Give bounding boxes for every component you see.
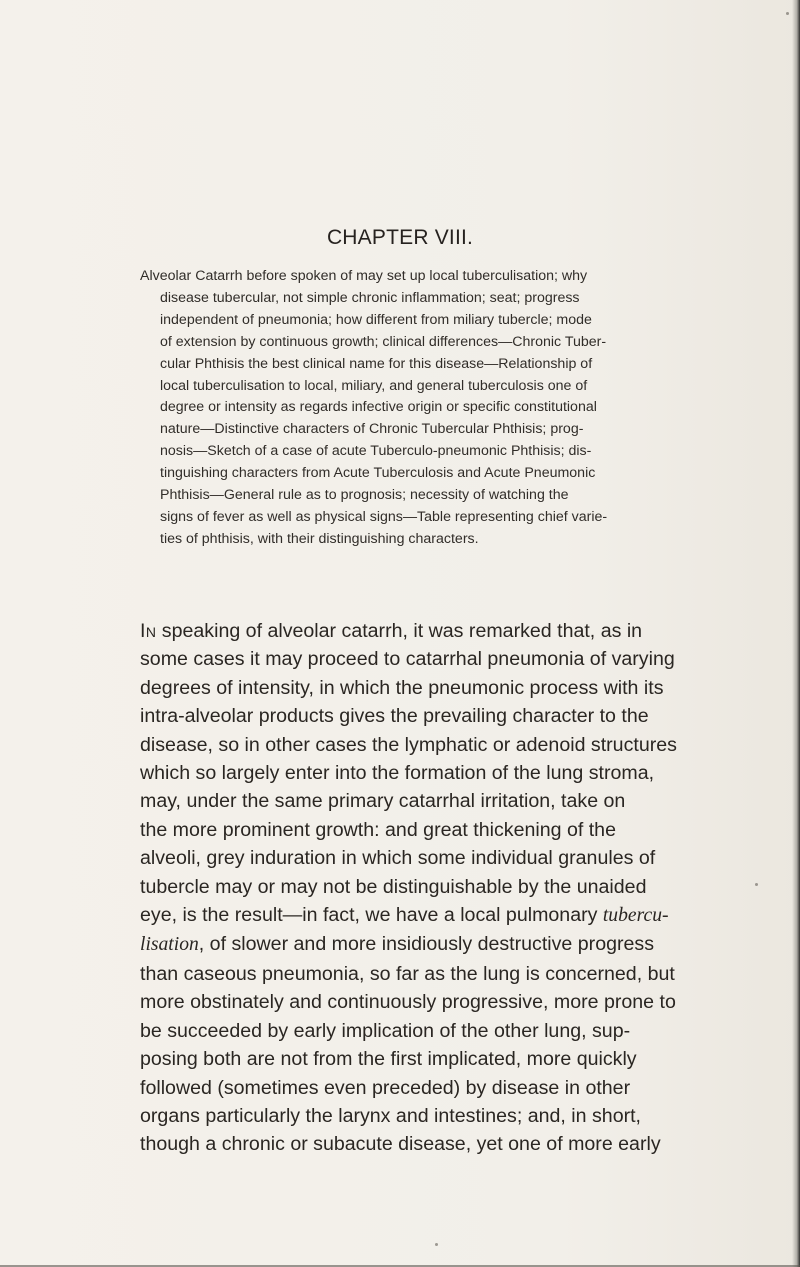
- body-line: be succeeded by early implication of the other lung, sup-: [140, 1019, 631, 1042]
- italic-term: tubercu-: [602, 905, 669, 927]
- opening-word: In: [140, 620, 157, 642]
- italic-term: lisation: [140, 934, 199, 956]
- print-speck: [786, 12, 789, 15]
- summary-line: disease tubercular, not simple chronic inflammation; seat; progress: [160, 289, 580, 306]
- body-line: alveoli, grey induration in which some individual granules of: [140, 847, 656, 870]
- print-speck: [755, 883, 758, 886]
- body-line: organs particularly the larynx and intestines; and, in short,: [140, 1104, 641, 1127]
- summary-line: tinguishing characters from Acute Tuberculosis and Acute Pneumonic: [160, 465, 596, 482]
- summary-line: Phthisis—General rule as to prognosis; necessity of watching the: [160, 487, 569, 504]
- body-line: though a chronic or subacute disease, yet one of more early: [140, 1133, 661, 1156]
- chapter-summary: [140, 266, 710, 551]
- body-line: may, under the same primary catarrhal irritation, take on: [140, 790, 626, 813]
- chapter-heading: CHAPTER VIII.: [326, 226, 474, 249]
- body-line-text: speaking of alveolar catarrh, it was remarked that, as in: [156, 620, 643, 642]
- summary-line: signs of fever as well as physical signs—Table representing chief varie-: [160, 508, 608, 525]
- summary-line: ties of phthisis, with their distinguishing characters.: [160, 530, 479, 547]
- summary-line: cular Phthisis the best clinical name for this disease—Relationship of: [160, 355, 593, 372]
- summary-line: degree or intensity as regards infective origin or specific constitutional: [160, 399, 597, 416]
- print-speck: [435, 1243, 438, 1246]
- body-line: [140, 617, 710, 645]
- summary-line: nosis—Sketch of a case of acute Tuberculo-pneumonic Phthisis; dis-: [160, 443, 592, 460]
- body-line: followed (sometimes even preceded) by disease in other: [140, 1076, 631, 1099]
- body-line: more obstinately and continuously progressive, more prone to: [140, 991, 676, 1014]
- body-line-text: eye, is the result—in fact, we have a local pulmonary: [140, 904, 603, 927]
- body-line: degrees of intensity, in which the pneumonic process with its: [140, 676, 664, 699]
- body-line: than caseous pneumonia, so far as the lung is concerned, but: [140, 962, 675, 985]
- body-line: intra-alveolar products gives the prevailing character to the: [140, 705, 649, 728]
- summary-line: nature—Distinctive characters of Chronic Tubercular Phthisis; prog-: [160, 421, 584, 438]
- body-line: [140, 901, 710, 930]
- body-line: which so largely enter into the formation of the lung stroma,: [140, 762, 655, 785]
- body-line: disease, so in other cases the lymphatic or adenoid structures: [140, 733, 677, 756]
- summary-line: Alveolar Catarrh before spoken of may set up local tuberculisation; why: [140, 268, 588, 284]
- body-line-text: , of slower and more insidiously destructive progress: [198, 933, 655, 956]
- body-line: [140, 930, 710, 959]
- body-line: the more prominent growth: and great thickening of the: [140, 818, 616, 841]
- body-line: tubercle may or may not be distinguishable by the unaided: [140, 875, 647, 898]
- page-edge-shadow: [792, 0, 800, 1267]
- body-line: some cases it may proceed to catarrhal pneumonia of varying: [140, 648, 675, 671]
- body-line: posing both are not from the first implicated, more quickly: [140, 1048, 637, 1071]
- summary-line: of extension by continuous growth; clinical differences—Chronic Tuber-: [160, 333, 607, 350]
- chapter-body: [140, 617, 710, 1159]
- summary-line: local tuberculisation to local, miliary, and general tuberculosis one of: [160, 377, 588, 394]
- summary-line: independent of pneumonia; how different from miliary tubercle; mode: [160, 311, 592, 328]
